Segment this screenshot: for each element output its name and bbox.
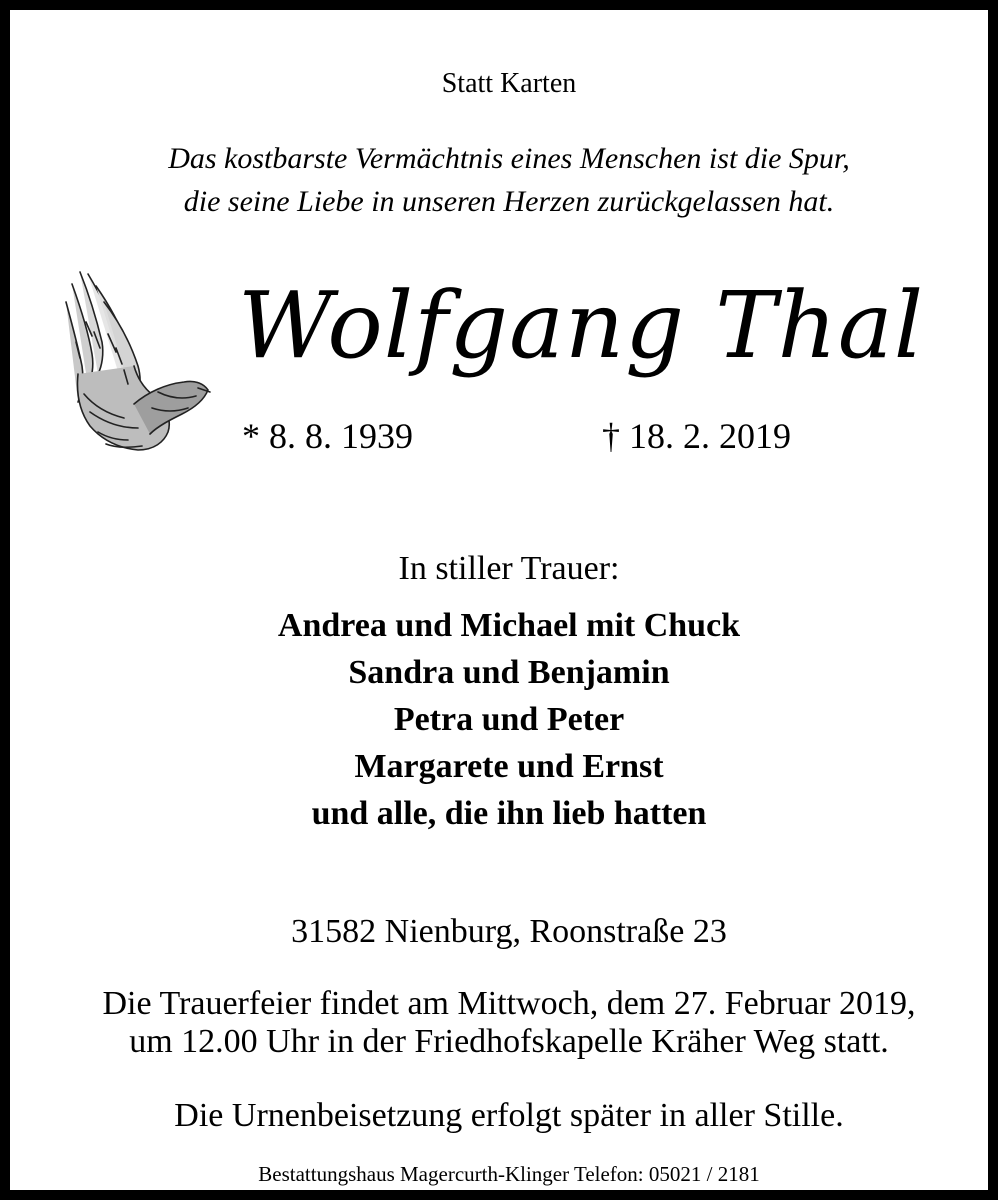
birth-date: * 8. 8. 1939 [242, 416, 413, 456]
mourner-line: Andrea und Michael mit Chuck [277, 607, 741, 644]
urn-burial-info: Die Urnenbeisetzung erfolgt später in aller Stille. [174, 1097, 844, 1134]
deceased-name: Wolfgang Thal [238, 272, 925, 379]
quote-line-2: die seine Liebe in unseren Herzen zurückgelassen hat. [183, 185, 835, 218]
notice-header: Statt Karten [441, 68, 577, 99]
family-address: 31582 Nienburg, Roonstraße 23 [291, 913, 727, 950]
mourner-line: Petra und Peter [393, 701, 625, 738]
praying-hands-icon [58, 262, 213, 457]
funeral-home-contact: Bestattungshaus Magercurth-Klinger Telefon: 05021 / 2181 [258, 1162, 760, 1186]
mourner-line: Sandra und Benjamin [348, 654, 670, 691]
ceremony-info [10, 985, 998, 1061]
ceremony-line-1: Die Trauerfeier findet am Mittwoch, dem 27. Februar 2019, [102, 985, 916, 1022]
mourning-intro: In stiller Trauer: [398, 550, 620, 587]
mourners-list [10, 602, 998, 837]
mourner-line: und alle, die ihn lieb hatten [311, 795, 707, 832]
death-date: † 18. 2. 2019 [602, 416, 791, 456]
ceremony-line-2: um 12.00 Uhr in der Friedhofskapelle Kräher Weg statt. [129, 1023, 889, 1060]
quote-line-1: Das kostbarste Vermächtnis eines Menschen ist die Spur, [168, 142, 850, 175]
mourner-line: Margarete und Ernst [354, 748, 664, 785]
memorial-quote [10, 137, 998, 223]
